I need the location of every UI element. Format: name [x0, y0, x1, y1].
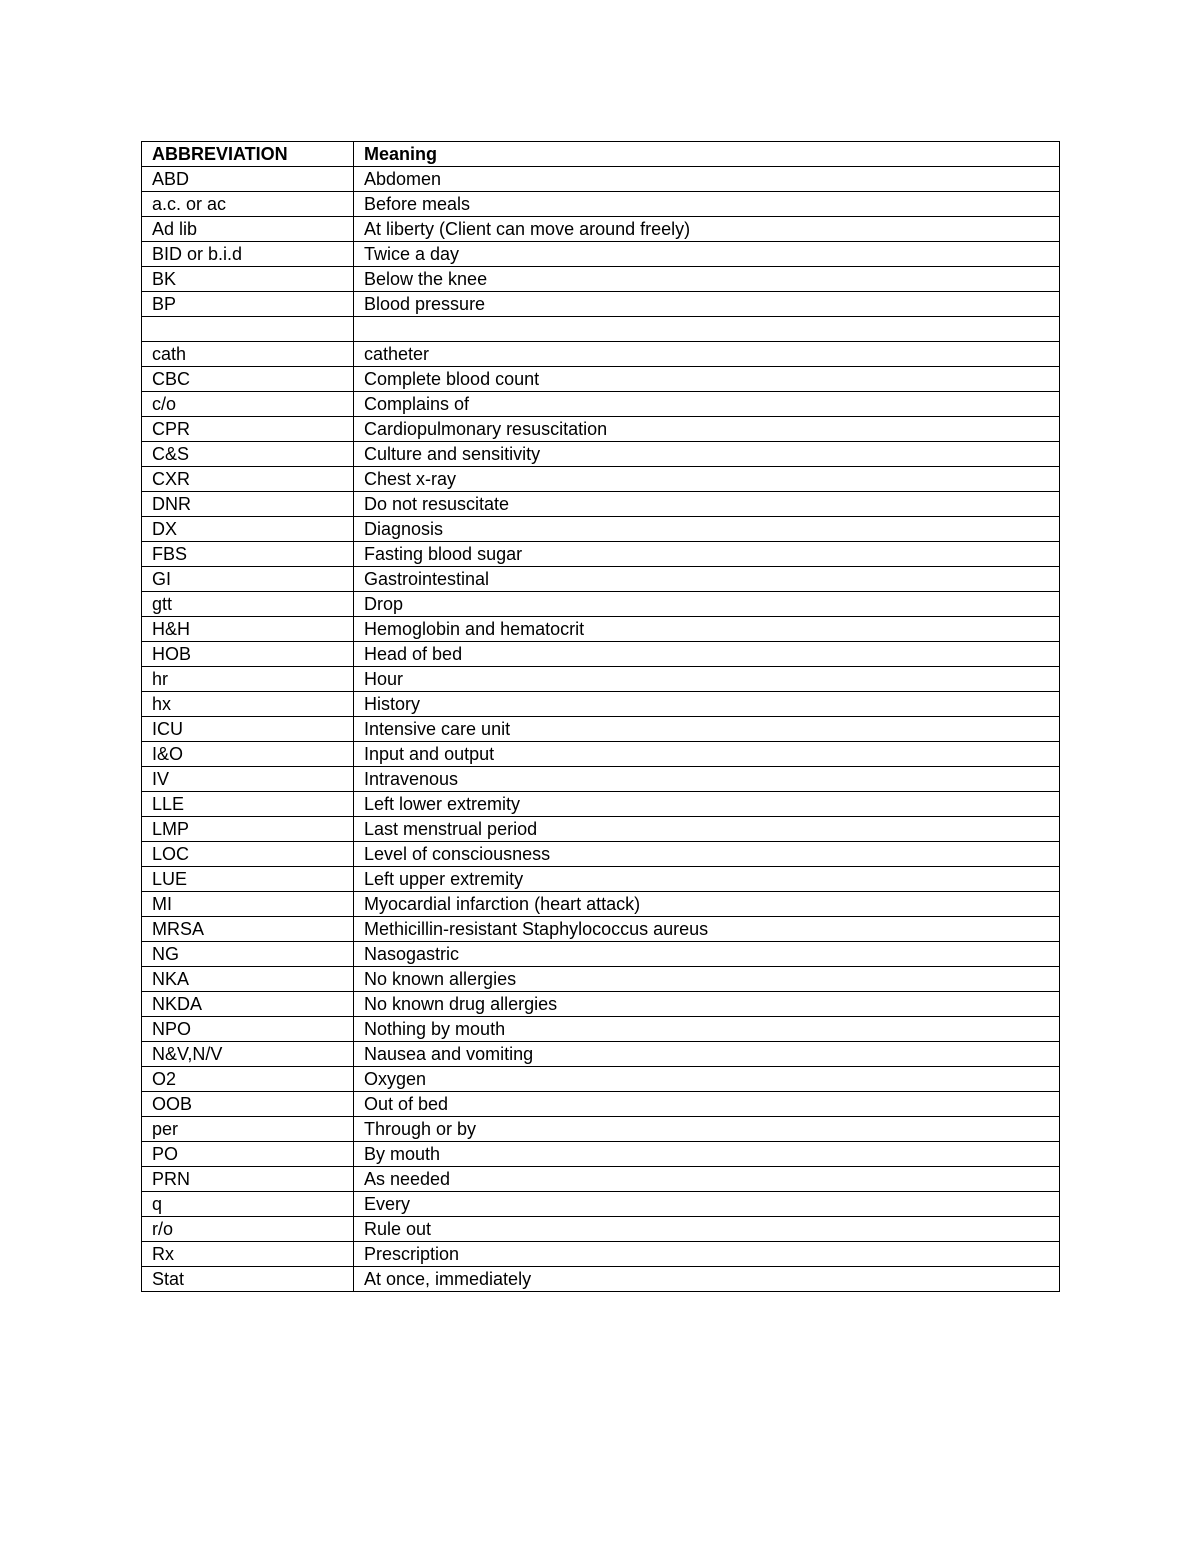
meaning-cell: Complete blood count	[354, 367, 1060, 392]
abbreviation-cell: BP	[142, 292, 354, 317]
table-row	[142, 1217, 1060, 1242]
abbreviation-cell: LOC	[142, 842, 354, 867]
abbreviation-cell: CXR	[142, 467, 354, 492]
abbreviation-cell: DX	[142, 517, 354, 542]
meaning-cell: Out of bed	[354, 1092, 1060, 1117]
table-row	[142, 942, 1060, 967]
table-row	[142, 1242, 1060, 1267]
table-row	[142, 167, 1060, 192]
table-row	[142, 392, 1060, 417]
table-row	[142, 542, 1060, 567]
meaning-cell: Chest x-ray	[354, 467, 1060, 492]
abbreviation-cell: CBC	[142, 367, 354, 392]
meaning-cell	[354, 317, 1060, 342]
meaning-cell: Prescription	[354, 1242, 1060, 1267]
table-row	[142, 792, 1060, 817]
meaning-cell: No known drug allergies	[354, 992, 1060, 1017]
abbreviation-cell: q	[142, 1192, 354, 1217]
table-row	[142, 567, 1060, 592]
abbreviation-cell: C&S	[142, 442, 354, 467]
table-row	[142, 592, 1060, 617]
meaning-cell: Intensive care unit	[354, 717, 1060, 742]
meaning-cell: Before meals	[354, 192, 1060, 217]
table-header-row	[142, 142, 1060, 167]
meaning-cell: Abdomen	[354, 167, 1060, 192]
abbreviation-cell: hr	[142, 667, 354, 692]
meaning-cell: Blood pressure	[354, 292, 1060, 317]
column-header-abbreviation: ABBREVIATION	[142, 142, 354, 167]
abbreviation-cell: I&O	[142, 742, 354, 767]
meaning-cell: Methicillin-resistant Staphylococcus aureus	[354, 917, 1060, 942]
meaning-cell: Rule out	[354, 1217, 1060, 1242]
abbreviation-cell: ICU	[142, 717, 354, 742]
abbreviation-cell: LLE	[142, 792, 354, 817]
table-row	[142, 442, 1060, 467]
meaning-cell: No known allergies	[354, 967, 1060, 992]
meaning-cell: Through or by	[354, 1117, 1060, 1142]
table-row	[142, 467, 1060, 492]
abbreviation-cell: LMP	[142, 817, 354, 842]
meaning-cell: catheter	[354, 342, 1060, 367]
abbreviation-cell: FBS	[142, 542, 354, 567]
abbreviation-cell: NG	[142, 942, 354, 967]
meaning-cell: As needed	[354, 1167, 1060, 1192]
abbreviation-cell: HOB	[142, 642, 354, 667]
abbreviation-cell: NPO	[142, 1017, 354, 1042]
abbreviation-cell: PO	[142, 1142, 354, 1167]
abbreviation-cell: a.c. or ac	[142, 192, 354, 217]
table-row	[142, 617, 1060, 642]
abbreviation-cell: PRN	[142, 1167, 354, 1192]
table-row	[142, 1117, 1060, 1142]
meaning-cell: Myocardial infarction (heart attack)	[354, 892, 1060, 917]
table-row	[142, 242, 1060, 267]
meaning-cell: Left upper extremity	[354, 867, 1060, 892]
meaning-cell: Level of consciousness	[354, 842, 1060, 867]
meaning-cell: Head of bed	[354, 642, 1060, 667]
table-row	[142, 992, 1060, 1017]
abbreviation-cell: MRSA	[142, 917, 354, 942]
abbreviation-cell: per	[142, 1117, 354, 1142]
abbreviation-cell: Rx	[142, 1242, 354, 1267]
abbreviation-cell: N&V,N/V	[142, 1042, 354, 1067]
table-row	[142, 192, 1060, 217]
table-row	[142, 667, 1060, 692]
abbreviation-cell: GI	[142, 567, 354, 592]
abbreviation-cell: DNR	[142, 492, 354, 517]
abbreviation-cell: NKA	[142, 967, 354, 992]
abbreviation-cell: H&H	[142, 617, 354, 642]
abbreviation-table	[141, 141, 1060, 1292]
abbreviation-cell	[142, 317, 354, 342]
table-row	[142, 1142, 1060, 1167]
table-row	[142, 1042, 1060, 1067]
meaning-cell: Fasting blood sugar	[354, 542, 1060, 567]
meaning-cell: Last menstrual period	[354, 817, 1060, 842]
meaning-cell: At liberty (Client can move around freely)	[354, 217, 1060, 242]
meaning-cell: Diagnosis	[354, 517, 1060, 542]
table-body	[142, 167, 1060, 1292]
table-row	[142, 1092, 1060, 1117]
abbreviation-cell: MI	[142, 892, 354, 917]
table-row	[142, 367, 1060, 392]
table-row	[142, 867, 1060, 892]
meaning-cell: Every	[354, 1192, 1060, 1217]
meaning-cell: By mouth	[354, 1142, 1060, 1167]
meaning-cell: Input and output	[354, 742, 1060, 767]
table-row	[142, 417, 1060, 442]
abbreviation-cell: IV	[142, 767, 354, 792]
table-row	[142, 1067, 1060, 1092]
meaning-cell: Culture and sensitivity	[354, 442, 1060, 467]
meaning-cell: Left lower extremity	[354, 792, 1060, 817]
meaning-cell: Oxygen	[354, 1067, 1060, 1092]
table-row	[142, 217, 1060, 242]
abbreviation-cell: gtt	[142, 592, 354, 617]
table-row	[142, 842, 1060, 867]
abbreviation-cell: BID or b.i.d	[142, 242, 354, 267]
table-row	[142, 967, 1060, 992]
meaning-cell: Hour	[354, 667, 1060, 692]
meaning-cell: Hemoglobin and hematocrit	[354, 617, 1060, 642]
meaning-cell: Below the knee	[354, 267, 1060, 292]
table-row	[142, 342, 1060, 367]
meaning-cell: Nausea and vomiting	[354, 1042, 1060, 1067]
table-row	[142, 1017, 1060, 1042]
meaning-cell: Gastrointestinal	[354, 567, 1060, 592]
meaning-cell: At once, immediately	[354, 1267, 1060, 1292]
table-row	[142, 767, 1060, 792]
table-row	[142, 642, 1060, 667]
table-row	[142, 492, 1060, 517]
meaning-cell: History	[354, 692, 1060, 717]
table-row	[142, 1267, 1060, 1292]
abbreviation-cell: CPR	[142, 417, 354, 442]
abbreviation-cell: ABD	[142, 167, 354, 192]
abbreviation-cell: LUE	[142, 867, 354, 892]
meaning-cell: Intravenous	[354, 767, 1060, 792]
abbreviation-cell: BK	[142, 267, 354, 292]
table-row	[142, 1167, 1060, 1192]
column-header-meaning: Meaning	[354, 142, 1060, 167]
table-row	[142, 317, 1060, 342]
abbreviation-cell: O2	[142, 1067, 354, 1092]
meaning-cell: Nasogastric	[354, 942, 1060, 967]
meaning-cell: Drop	[354, 592, 1060, 617]
table-row	[142, 267, 1060, 292]
abbreviation-cell: OOB	[142, 1092, 354, 1117]
abbreviation-cell: Ad lib	[142, 217, 354, 242]
abbreviation-cell: c/o	[142, 392, 354, 417]
meaning-cell: Nothing by mouth	[354, 1017, 1060, 1042]
meaning-cell: Do not resuscitate	[354, 492, 1060, 517]
table-row	[142, 717, 1060, 742]
meaning-cell: Twice a day	[354, 242, 1060, 267]
abbreviation-cell: Stat	[142, 1267, 354, 1292]
abbreviation-cell: cath	[142, 342, 354, 367]
table-row	[142, 1192, 1060, 1217]
table-row	[142, 817, 1060, 842]
meaning-cell: Complains of	[354, 392, 1060, 417]
table-row	[142, 892, 1060, 917]
abbreviation-cell: hx	[142, 692, 354, 717]
meaning-cell: Cardiopulmonary resuscitation	[354, 417, 1060, 442]
table-row	[142, 692, 1060, 717]
table-row	[142, 517, 1060, 542]
abbreviation-cell: NKDA	[142, 992, 354, 1017]
table-row	[142, 292, 1060, 317]
table-row	[142, 742, 1060, 767]
table-row	[142, 917, 1060, 942]
abbreviation-cell: r/o	[142, 1217, 354, 1242]
